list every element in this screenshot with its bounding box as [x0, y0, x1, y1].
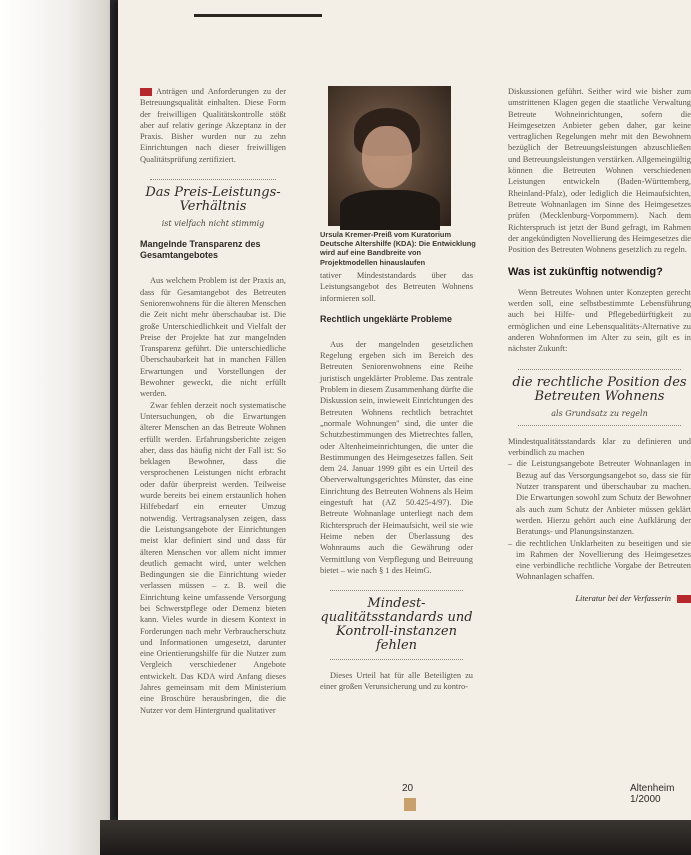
col1-intro-text: Anträgen und Anforderungen zu der Betreuungsqualität einhalten. Diese Form der freiwilligen Qualitätskontrolle stößt aber auf relativ geringe Akzeptanz in der Praxis. Bisher wurden nur zu zehn Einrichtungen nach dieser freiwilligen Qualitätsprüfung zertifiziert. — [140, 87, 286, 164]
scan-margin — [0, 0, 110, 855]
section-title-future: Was ist zukünftig notwendig? — [508, 266, 663, 279]
col3-body-paragraph: Wenn Betreutes Wohnen unter Konzepten gerecht werden soll, eine selbstbestimmte Lebensführung auch bei Hilfe- und Pflegebedürftigkeit zu ermöglichen und eine Lebensqualitäts-Alternative zu anderen Wohnformen im Alter zu sein, gilt es in nächster Zukunft: — [508, 287, 691, 354]
portrait-face — [362, 126, 412, 188]
quote-divider — [150, 179, 276, 180]
quote-divider — [330, 659, 463, 660]
quote-divider — [518, 369, 681, 370]
column-middle — [320, 270, 473, 693]
photo-caption: Ursula Kremer-Preiß vom Kuratorium Deutsche Altershilfe (KDA): Die Entwicklung wird auf eine Bandbreite von Projektmodellen hinauslaufen — [320, 230, 476, 267]
pull-quote-1 — [140, 179, 286, 229]
col1-intro-paragraph — [140, 86, 286, 165]
portrait-body — [340, 190, 440, 230]
column-right — [508, 86, 691, 604]
subhead-transparency: Mangelnde Transparenz des Gesamtangebotes — [140, 239, 261, 261]
scan-shadow — [100, 820, 691, 855]
literature-credit — [508, 593, 691, 604]
column-left — [140, 86, 286, 716]
requirements-list — [508, 458, 691, 582]
page-number: 20 — [402, 783, 414, 794]
pull-quote-1-main: Das Preis-Leistungs-Verhältnis — [145, 185, 281, 215]
quote-divider — [518, 425, 681, 426]
pull-quote-2-main: Mindest-qualitätsstandards und Kontroll-instanzen fehlen — [320, 596, 473, 654]
col3-body-paragraph-2: Mindestqualitätsstandards klar zu definieren und verbindlich zu machen — [508, 436, 691, 458]
col2-body-paragraph: Aus der mangelnden gesetzlichen Regelung ergeben sich im Bereich des Betreuten Seniorenwohnens eine Reihe juristisch ungeklärter Probleme. Das zentrale Problem in diesem Zusammenhang dürfte die Diskussion sein, inwieweit Einrichtungen des Betreuten Wohnens rechtlich betrachtet „normale Wohnungen" sind, die unter die Schutzbestimmungen des Mietrechtes fallen, oder Altenheimeinrichtungen, die unter die Bestimmungen des Heimgesetzes fallen. Seit dem 24. Januar 1999 gibt es ein Urteil des Oberverwaltungsgerichtes Münster, das eine Einrichtung des Betreuten Wohnens als Heim eingestuft hat (AZ 50.425-4/97). Die Betreute Wohnanlage unterliegt nach dem Richterspruch der Heimaufsicht, weil sie wie Heime neben der Überlassung des Wohnraums auch die Gewährung oder Vermittlung von Verpflegung und Betreuung bietet – wie nach § 1 des HeimG. — [320, 339, 473, 575]
quote-divider — [330, 590, 463, 591]
pull-quote-3-main: die rechtliche Position des Betreuten Wohnens — [512, 374, 687, 404]
col1-body-paragraph-1: Aus welchem Problem ist der Praxis an, dass für Gesamtangebot des Betreuten Seniorenwohnens für die älteren Menschen die Zeit nicht mehr überschaubar ist. Die große Unterschiedlichkeit und Vielfalt der Preise der Projekte hat zur mangelnden Transparenz geführt. Die unterschiedliche Überschaubarkeit hat in manchen Fällen Erwartungen und Vorstellungen der Bewohner geweckt, die nicht erfüllt werden. — [140, 276, 286, 399]
end-marker-icon — [677, 595, 691, 603]
pull-quote-3-sub: als Grundsatz zu regeln — [551, 408, 648, 418]
list-item: – die Leistungsangebote Betreuter Wohnanlagen in Bezug auf das Versorgungsangebot so, dass sie für Nutzer transparent und überschaubar zu machen. Die Erwartungen sowohl zum Schutz der Bewohner als auch zum Schutz der Anbieter müssen geklärt werden. Hierzu gehört auch eine Aufklärung der Beratungs- und Planungsinstanzen. — [508, 459, 691, 537]
continuation-marker-icon — [140, 88, 152, 96]
page-tab-marker — [404, 798, 416, 811]
list-item: – die rechtlichen Unklarheiten zu beseitigen und sie im Rahmen der Novellierung des Heimgesetzes eine verbindliche rechtliche Vorgabe der Betreuten Wohnanlagen schaffen. — [508, 538, 691, 582]
portrait-photo — [328, 86, 451, 226]
top-rule — [194, 14, 322, 17]
col2-tail-paragraph: Dieses Urteil hat für alle Beteiligten zu einer großen Verunsicherung und zu kontro- — [320, 671, 473, 692]
pull-quote-1-sub: ist vielfach nicht stimmig — [161, 219, 265, 229]
literature-credit-text: Literatur bei der Verfasserin — [575, 593, 671, 603]
magazine-page — [118, 0, 691, 820]
col3-intro-paragraph: Diskussionen geführt. Seither wird wie bisher zum umstrittenen Klagen gegen die staatliche Verwaltung Betreute Wohneinrichtungen, sofern die Heimgesetzen Anbieter geben daher, gar keine vertraglichen Regelungen mehr mit den Bewohnern bezüglich der Betreuungsleistungen abzuschließen und Betreuungsleistungen verstärken. Allgemeingültig können die Betreuten Wohnen verschiedenen Leistungen entwickeln (Baden-Württemberg, Rheinland-Pfalz), oder lediglich die Heimaufsichten, Betreute Wohnanlagen im Sinne des Heimgesetzes prüfen (Mecklenburg-Vorpommern). Nach dem Richterspruch ist jetzt der Bund gefragt, im Rahmen der angekündigten Novellierung des Heimgesetzes die Position des Betreuten Wohnens gesetzlich zu regeln. — [508, 87, 691, 255]
pull-quote-2 — [320, 590, 473, 660]
subhead-legal-problems: Rechtlich ungeklärte Probleme — [320, 313, 453, 324]
col1-body-paragraph-2: Zwar fehlen derzeit noch systematische Untersuchungen, ob die Erwartungen älterer Menschen an das Betreute Wohnen erfüllt werden. Erfahrungsberichte zeigen aber, dass das häufig nicht der Fall ist: So beklagen Bewohner, dass die versprochenen Leistungen nicht erbracht oder dafür überpreist werden. Teilweise wurde bereits bei einem erstaunlich hohen Hilfebedarf ein erneuter Umzug notwendig. Vertragsanalysen zeigen, dass die Leistungsangebote der Einrichtungen meist klar definiert sind und dass für älteren Menschen vor allem nicht immer deutlich gemacht wird, unter welchen Bedingungen sie die Einrichtung wieder verlassen müssen – z. B. weil die Einrichtung keine umfassende Versorgung bei Schwerstpflege oder Demenz bieten kann. Vieles wurde in diesem Kontext in Forderungen nach mehr Verbraucherschutz und Informationen umgesetzt, darunter eine Orientierungshilfe für die Nutzer zum Vergleich verschiedener Angebote entwickelt. Das KDA wird Anfang dieses Jahres gemeinsam mit dem Ministerium eine Broschüre herausbringen, die die Nutzer vor dem Hintergrund qualitativer — [140, 400, 286, 715]
issue-label: Altenheim 1/2000 — [630, 783, 675, 805]
col2-intro-paragraph: tativer Mindeststandards über das Leistungsangebot des Betreuten Wohnens informieren soll. — [320, 271, 473, 303]
pull-quote-3 — [508, 369, 691, 426]
